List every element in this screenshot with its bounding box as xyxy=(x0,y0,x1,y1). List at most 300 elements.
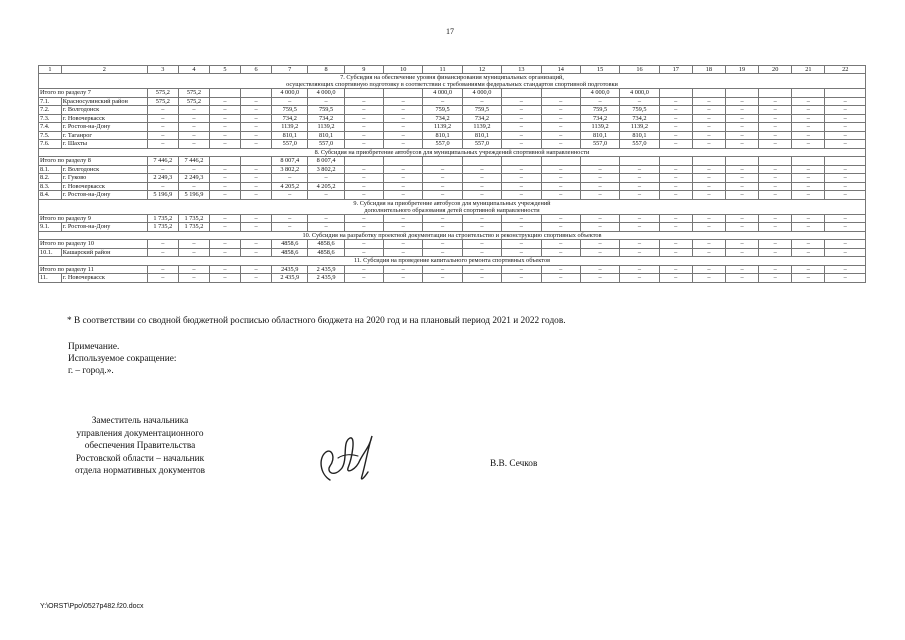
table-cell: – xyxy=(580,265,619,274)
table-cell xyxy=(692,157,725,166)
table-row xyxy=(39,265,866,274)
table-cell: – xyxy=(423,240,462,249)
table-cell: – xyxy=(725,191,758,200)
column-number: 21 xyxy=(792,66,825,74)
column-number: 10 xyxy=(384,66,423,74)
table-cell: – xyxy=(692,182,725,191)
column-number: 7 xyxy=(272,66,308,74)
table-cell: 810,1 xyxy=(423,131,462,140)
column-number: 20 xyxy=(759,66,792,74)
table-cell: 759,5 xyxy=(272,106,308,115)
table-row xyxy=(39,97,866,106)
table-row xyxy=(39,223,866,232)
table-cell: 2 435,9 xyxy=(308,265,344,274)
table-row xyxy=(39,140,866,149)
table-cell: – xyxy=(725,123,758,132)
table-cell: – xyxy=(580,274,619,283)
signer-position-line: управления документационного xyxy=(76,428,204,439)
column-number: 12 xyxy=(462,66,501,74)
table-cell: – xyxy=(759,248,792,257)
row-number: Итого по разделу 11 xyxy=(39,265,148,274)
signer-name: В.В. Сечков xyxy=(490,459,538,469)
column-number: 13 xyxy=(502,66,541,74)
table-cell: – xyxy=(384,274,423,283)
table-cell: – xyxy=(502,97,541,106)
row-number: 7.4. xyxy=(39,123,62,132)
table-cell: – xyxy=(384,265,423,274)
table-cell: – xyxy=(147,165,178,174)
table-cell: 557,0 xyxy=(272,140,308,149)
table-cell: – xyxy=(541,240,580,249)
table-cell: 4 000,0 xyxy=(272,89,308,98)
row-number: Итого по разделу 7 xyxy=(39,89,148,98)
table-cell: – xyxy=(580,214,619,223)
table-cell xyxy=(462,157,501,166)
table-cell: – xyxy=(384,182,423,191)
table-cell xyxy=(344,157,383,166)
table-cell: – xyxy=(308,97,344,106)
table-cell: – xyxy=(725,182,758,191)
table-cell: – xyxy=(759,114,792,123)
table-cell xyxy=(541,157,580,166)
table-cell: – xyxy=(209,265,240,274)
table-cell: – xyxy=(759,223,792,232)
table-cell xyxy=(725,157,758,166)
table-cell: – xyxy=(541,140,580,149)
table-cell: – xyxy=(825,240,866,249)
table-cell: 810,1 xyxy=(580,131,619,140)
table-row xyxy=(39,274,866,283)
municipality-name: Красносулинский район xyxy=(61,97,147,106)
table-cell: 1139,2 xyxy=(272,123,308,132)
table-row xyxy=(39,248,866,257)
municipality-name: г. Новочеркасск xyxy=(61,182,147,191)
table-cell: – xyxy=(423,214,462,223)
column-number: 5 xyxy=(209,66,240,74)
table-row xyxy=(39,165,866,174)
table-cell: – xyxy=(178,106,209,115)
table-cell xyxy=(384,157,423,166)
note-abbreviation-label: Используемое сокращение: xyxy=(68,354,177,364)
row-number: 8.1. xyxy=(39,165,62,174)
municipality-name: г. Новочеркасск xyxy=(61,114,147,123)
table-cell: 557,0 xyxy=(580,140,619,149)
table-cell: – xyxy=(209,191,240,200)
table-cell: 759,5 xyxy=(620,106,659,115)
table-cell: – xyxy=(209,123,240,132)
table-cell: 557,0 xyxy=(620,140,659,149)
table-cell: 575,2 xyxy=(178,89,209,98)
table-cell xyxy=(692,89,725,98)
table-cell: – xyxy=(502,131,541,140)
table-cell: – xyxy=(384,240,423,249)
table-cell: – xyxy=(620,174,659,183)
table-cell: – xyxy=(209,174,240,183)
table-cell: – xyxy=(620,265,659,274)
table-cell: – xyxy=(659,248,692,257)
table-cell: – xyxy=(541,106,580,115)
table-cell: – xyxy=(825,106,866,115)
table-cell xyxy=(659,89,692,98)
table-cell: – xyxy=(344,214,383,223)
table-cell: – xyxy=(692,223,725,232)
table-cell: – xyxy=(147,114,178,123)
table-cell: – xyxy=(580,191,619,200)
table-cell: – xyxy=(692,240,725,249)
table-cell: – xyxy=(792,274,825,283)
table-cell: – xyxy=(692,114,725,123)
table-cell: – xyxy=(423,223,462,232)
table-cell: – xyxy=(759,97,792,106)
table-cell: – xyxy=(541,182,580,191)
table-cell: – xyxy=(541,114,580,123)
table-cell: – xyxy=(659,214,692,223)
table-cell: – xyxy=(759,274,792,283)
table-cell: – xyxy=(692,214,725,223)
section-title xyxy=(39,148,866,157)
table-cell: – xyxy=(384,214,423,223)
table-cell xyxy=(792,89,825,98)
table-cell: 734,2 xyxy=(580,114,619,123)
table-cell: – xyxy=(272,174,308,183)
table-cell: – xyxy=(620,248,659,257)
table-cell: – xyxy=(502,165,541,174)
table-cell xyxy=(423,157,462,166)
table-cell: – xyxy=(462,265,501,274)
table-cell: – xyxy=(462,182,501,191)
signer-position-line: Ростовской области – начальник xyxy=(75,453,205,464)
table-cell xyxy=(725,89,758,98)
note-title: Примечание. xyxy=(68,342,120,352)
table-cell: – xyxy=(692,165,725,174)
table-cell: – xyxy=(825,248,866,257)
row-number: Итого по разделу 10 xyxy=(39,240,148,249)
column-number: 9 xyxy=(344,66,383,74)
budget-table xyxy=(38,65,866,283)
table-cell: – xyxy=(178,131,209,140)
table-cell: – xyxy=(423,274,462,283)
table-cell: – xyxy=(308,191,344,200)
table-cell: – xyxy=(384,140,423,149)
table-cell: – xyxy=(580,174,619,183)
table-cell: – xyxy=(241,265,272,274)
table-row xyxy=(39,191,866,200)
table-cell: – xyxy=(620,240,659,249)
table-cell: – xyxy=(147,106,178,115)
table-cell: – xyxy=(620,165,659,174)
table-cell: – xyxy=(384,223,423,232)
table-cell: 810,1 xyxy=(272,131,308,140)
table-cell: – xyxy=(692,131,725,140)
table-cell: – xyxy=(725,97,758,106)
municipality-name: г. Гуково xyxy=(61,174,147,183)
table-cell: – xyxy=(541,131,580,140)
table-cell: – xyxy=(692,265,725,274)
table-cell: – xyxy=(725,106,758,115)
handwritten-signature xyxy=(312,428,382,490)
table-cell: 3 802,2 xyxy=(272,165,308,174)
table-cell: – xyxy=(462,240,501,249)
table-cell: 734,2 xyxy=(423,114,462,123)
table-cell: – xyxy=(825,97,866,106)
table-cell: – xyxy=(147,240,178,249)
table-cell: – xyxy=(344,265,383,274)
municipality-name: г. Шахты xyxy=(61,140,147,149)
page-number: 17 xyxy=(446,27,454,36)
table-cell: – xyxy=(659,123,692,132)
table-cell: 2 435,9 xyxy=(308,274,344,283)
table-cell: – xyxy=(178,165,209,174)
table-cell: 4 000,0 xyxy=(462,89,501,98)
table-cell: – xyxy=(147,265,178,274)
table-cell: 4 205,2 xyxy=(272,182,308,191)
table-cell: – xyxy=(241,214,272,223)
table-cell xyxy=(792,157,825,166)
table-cell: – xyxy=(384,114,423,123)
table-cell: – xyxy=(344,248,383,257)
table-cell: 1139,2 xyxy=(462,123,501,132)
section-title-row xyxy=(39,257,866,266)
note-abbreviation: г. – город.». xyxy=(68,366,114,376)
table-cell: – xyxy=(209,165,240,174)
column-number: 6 xyxy=(241,66,272,74)
table-cell: – xyxy=(659,165,692,174)
table-cell: – xyxy=(209,140,240,149)
table-cell: – xyxy=(462,274,501,283)
table-cell: – xyxy=(725,265,758,274)
table-cell: – xyxy=(209,182,240,191)
table-cell: – xyxy=(725,274,758,283)
table-cell: – xyxy=(272,191,308,200)
row-number: 7.5. xyxy=(39,131,62,140)
table-cell: – xyxy=(659,191,692,200)
column-number: 16 xyxy=(620,66,659,74)
table-cell: – xyxy=(423,191,462,200)
table-cell: 4 205,2 xyxy=(308,182,344,191)
section-title-row xyxy=(39,74,866,89)
table-cell: – xyxy=(659,240,692,249)
table-cell: – xyxy=(344,240,383,249)
table-cell: – xyxy=(502,265,541,274)
table-cell: – xyxy=(825,131,866,140)
table-cell: – xyxy=(659,131,692,140)
table-cell: – xyxy=(792,97,825,106)
table-cell: 4 000,0 xyxy=(580,89,619,98)
column-number: 2 xyxy=(61,66,147,74)
table-cell: 4 000,0 xyxy=(423,89,462,98)
table-cell: – xyxy=(147,248,178,257)
table-cell: – xyxy=(423,182,462,191)
table-cell: – xyxy=(692,191,725,200)
table-cell: – xyxy=(241,165,272,174)
table-cell: – xyxy=(792,114,825,123)
table-row xyxy=(39,157,866,166)
table-cell: – xyxy=(241,106,272,115)
municipality-name: г. Ростов-на-Дону xyxy=(61,191,147,200)
table-cell: – xyxy=(241,114,272,123)
table-cell: – xyxy=(659,174,692,183)
table-cell: – xyxy=(759,240,792,249)
table-cell: – xyxy=(725,114,758,123)
table-cell: – xyxy=(209,240,240,249)
table-cell: – xyxy=(308,174,344,183)
table-cell: – xyxy=(147,140,178,149)
table-cell: – xyxy=(384,165,423,174)
row-number: 10.1. xyxy=(39,248,62,257)
section-title-line: 10. Субсидия на разработку проектной документации на строительство и реконструкцию спортивных объектов xyxy=(302,231,602,239)
signer-position-line: отдела нормативных документов xyxy=(74,466,206,476)
table-cell: – xyxy=(759,265,792,274)
table-row xyxy=(39,106,866,115)
table-cell: – xyxy=(792,265,825,274)
table-cell: – xyxy=(384,248,423,257)
table-cell: 2 435,9 xyxy=(272,274,308,283)
table-cell: – xyxy=(692,97,725,106)
table-cell: 8 007,4 xyxy=(272,157,308,166)
table-cell: 1139,2 xyxy=(580,123,619,132)
table-cell: 557,0 xyxy=(308,140,344,149)
table-cell: – xyxy=(541,97,580,106)
table-cell: – xyxy=(502,140,541,149)
table-cell xyxy=(384,89,423,98)
table-cell: – xyxy=(344,274,383,283)
table-cell: – xyxy=(759,165,792,174)
table-cell: – xyxy=(692,174,725,183)
table-cell: – xyxy=(502,240,541,249)
column-number: 19 xyxy=(725,66,758,74)
table-cell: – xyxy=(792,174,825,183)
section-title xyxy=(39,199,866,214)
table-cell: – xyxy=(344,97,383,106)
table-row xyxy=(39,131,866,140)
table-cell: – xyxy=(344,131,383,140)
table-cell: – xyxy=(272,214,308,223)
table-cell: – xyxy=(725,174,758,183)
municipality-name: г. Новочеркасск xyxy=(61,274,147,283)
table-cell: 575,2 xyxy=(147,97,178,106)
table-cell: – xyxy=(502,106,541,115)
signer-position-line: Заместитель начальника xyxy=(91,416,189,426)
table-cell: – xyxy=(209,106,240,115)
table-cell xyxy=(759,157,792,166)
table-cell: – xyxy=(725,140,758,149)
table-cell: 734,2 xyxy=(308,114,344,123)
table-cell: – xyxy=(825,123,866,132)
table-cell: – xyxy=(423,165,462,174)
table-cell: – xyxy=(692,274,725,283)
table-cell: – xyxy=(502,182,541,191)
table-cell: – xyxy=(759,131,792,140)
table-cell: – xyxy=(384,191,423,200)
table-cell: – xyxy=(147,123,178,132)
table-cell: 557,0 xyxy=(423,140,462,149)
table-cell: – xyxy=(147,131,178,140)
table-cell: – xyxy=(759,106,792,115)
table-cell: – xyxy=(620,274,659,283)
table-cell: – xyxy=(541,165,580,174)
section-title-line: 7. Субсидия на обеспечение уровня финансирования муниципальных организаций, xyxy=(340,74,564,81)
table-cell xyxy=(825,157,866,166)
table-cell: – xyxy=(620,214,659,223)
table-cell: – xyxy=(178,140,209,149)
table-cell: – xyxy=(502,174,541,183)
column-number: 8 xyxy=(308,66,344,74)
table-cell: – xyxy=(209,274,240,283)
row-number: 8.3. xyxy=(39,182,62,191)
section-title-line: 8. Субсидия на приобретение автобусов для муниципальных учреждений спортивной направленности xyxy=(314,148,590,156)
table-cell: – xyxy=(825,214,866,223)
table-cell xyxy=(241,157,272,166)
section-title-row xyxy=(39,148,866,157)
table-cell: – xyxy=(825,223,866,232)
table-cell: – xyxy=(178,265,209,274)
table-cell: – xyxy=(178,114,209,123)
table-cell: – xyxy=(825,140,866,149)
table-cell: – xyxy=(209,131,240,140)
table-cell: – xyxy=(541,191,580,200)
table-cell: 4 000,0 xyxy=(308,89,344,98)
table-cell: – xyxy=(580,165,619,174)
section-title-line: осуществляющих спортивную подготовку в соответствии с требованиями федеральных стандартов спортивной подготовки xyxy=(286,81,618,88)
table-cell: – xyxy=(384,131,423,140)
table-cell: 2 249,3 xyxy=(147,174,178,183)
table-cell: 8 007,4 xyxy=(308,157,344,166)
table-cell: – xyxy=(502,114,541,123)
table-cell: 7 446,2 xyxy=(147,157,178,166)
table-cell xyxy=(620,157,659,166)
row-number: 7.6. xyxy=(39,140,62,149)
table-cell: – xyxy=(502,214,541,223)
table-cell: 759,5 xyxy=(580,106,619,115)
table-cell: 7 446,2 xyxy=(178,157,209,166)
table-cell: – xyxy=(502,191,541,200)
table-row xyxy=(39,174,866,183)
table-cell: – xyxy=(825,165,866,174)
table-cell: 810,1 xyxy=(620,131,659,140)
row-number: 8.2. xyxy=(39,174,62,183)
table-cell: – xyxy=(620,97,659,106)
column-number: 3 xyxy=(147,66,178,74)
table-cell: – xyxy=(659,223,692,232)
table-cell: 5 196,9 xyxy=(147,191,178,200)
table-cell: – xyxy=(659,265,692,274)
table-cell: – xyxy=(241,131,272,140)
column-number: 15 xyxy=(580,66,619,74)
table-cell: – xyxy=(344,140,383,149)
table-cell: 557,0 xyxy=(462,140,501,149)
table-row xyxy=(39,214,866,223)
table-cell: 734,2 xyxy=(620,114,659,123)
table-row xyxy=(39,182,866,191)
table-cell: – xyxy=(792,140,825,149)
table-cell: – xyxy=(344,114,383,123)
table-cell: – xyxy=(502,248,541,257)
table-cell: 575,2 xyxy=(178,97,209,106)
table-cell: 1 735,2 xyxy=(178,223,209,232)
table-cell: – xyxy=(792,223,825,232)
table-cell: – xyxy=(580,248,619,257)
table-cell: 759,5 xyxy=(462,106,501,115)
table-cell: – xyxy=(692,123,725,132)
table-cell: – xyxy=(725,240,758,249)
table-cell: – xyxy=(384,123,423,132)
table-cell xyxy=(241,89,272,98)
municipality-name: г. Ростов-на-Дону xyxy=(61,223,147,232)
table-cell: – xyxy=(541,214,580,223)
table-cell: – xyxy=(692,106,725,115)
table-cell: – xyxy=(792,182,825,191)
footnote: * В соответствии со сводной бюджетной росписью областного бюджета на 2020 год и на плановый период 2021 и 2022 годов. xyxy=(67,316,566,326)
